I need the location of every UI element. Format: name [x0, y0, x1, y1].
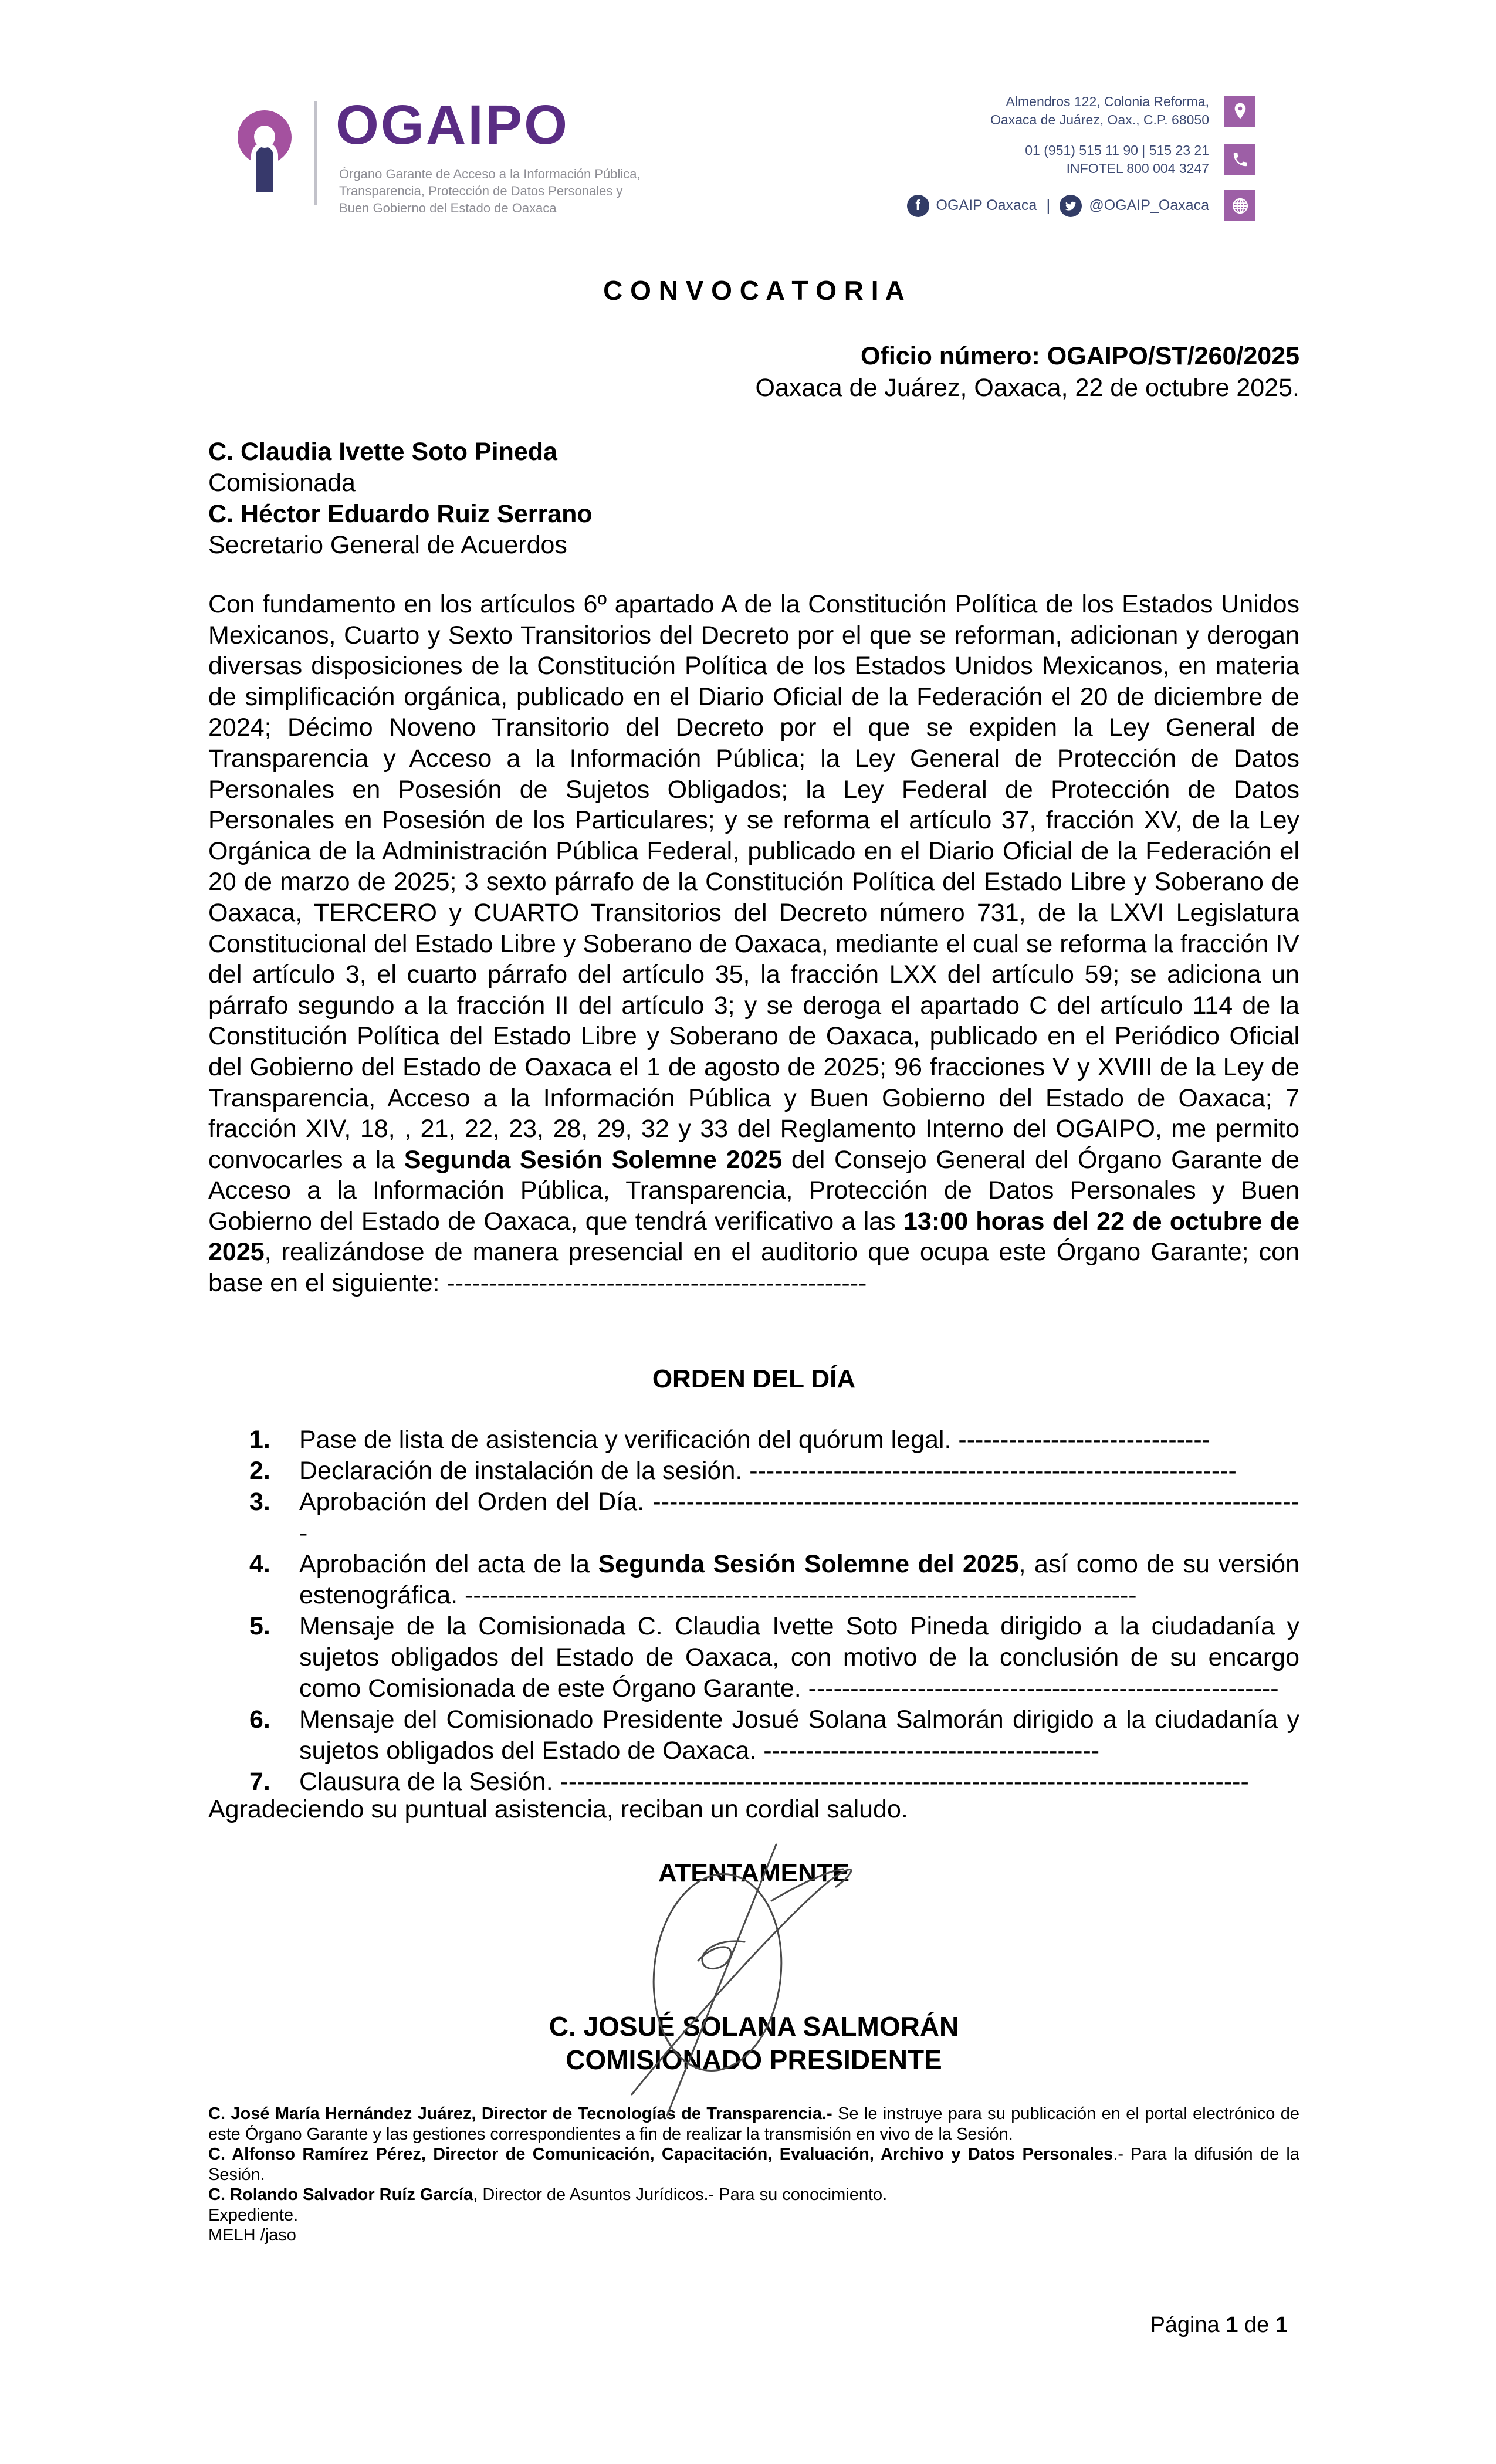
list-item: [249, 1456, 1299, 1487]
list-item: [249, 1487, 1299, 1549]
tagline-line: Órgano Garante de Acceso a la Información Pública,: [339, 167, 641, 181]
cc-note: [208, 2104, 1299, 2144]
item-text: Declaración de instalación de la sesión.: [299, 1457, 750, 1485]
contact-social-row: [907, 190, 1256, 221]
paragraph-text: , realizándose de manera presencial en el auditorio que ocupa este Órgano Garante; con base en el siguiente: --------------------------------------------------: [208, 1238, 1299, 1298]
list-item: [249, 1766, 1299, 1798]
item-text: Pase de lista de asistencia y verificación del quórum legal.: [299, 1426, 959, 1454]
date-line: Oaxaca de Juárez, Oaxaca, 22 de octubre 2025.: [755, 374, 1299, 402]
addressee-name: C. Héctor Eduardo Ruiz Serrano: [208, 500, 593, 528]
addressee-role: Comisionada: [208, 469, 356, 497]
oficio-number: Oficio número: OGAIPO/ST/260/2025: [861, 342, 1299, 370]
address-line-2: Oaxaca de Juárez, Oax., C.P. 68050: [990, 112, 1209, 127]
contact-block: [907, 93, 1256, 221]
item-dashes: , así como de su versión estenográfica. --------------------------------------------------------------------------------: [299, 1550, 1299, 1609]
cc-notes: [208, 2104, 1299, 2246]
list-item: [249, 1424, 1299, 1456]
cc-note: [208, 2185, 1299, 2205]
item-dashes: --------------------------------------------------------: [808, 1674, 1279, 1703]
ogaipo-logo-icon: [238, 104, 326, 198]
item-dashes: ------------------------------------------------------------------------------: [299, 1488, 1299, 1547]
address-line-1: Almendros 122, Colonia Reforma,: [1006, 94, 1209, 109]
paragraph-text: Con fundamento en los artículos 6º apartado A de la Constitución Política de los Estados Unidos Mexicanos, Cuarto y Sexto Transitorios del Decreto por el que se reforman, adicionan y derogan diversas disposiciones de la Constitución Política de los Estados Unidos Mexicanos, en materia de simplificación orgánica, publicado en el Diario Oficial de la Federación el 20 de diciembre de 2024; Décimo Noveno Transitorio del Decreto por el que se expiden la Ley General de Transparencia y Acceso a la Información Pública; la Ley General de Protección de Datos Personales en Posesión de Sujetos Obligados; la Ley Federal de Protección de Datos Personales en Posesión de los Particulares; y se reforma el artículo 37, fracción XV, de la Ley Orgánica de la Administración Pública Federal, publicado en el Diario Oficial de la Federación el 20 de marzo de 2025; 3 sexto párrafo de la Constitución Política del Estado Libre y Soberano de Oaxaca, TERCERO y CUARTO Transitorios del Decreto número 731, de la LXVI Legislatura Constitucional del Estado Libre y Soberano de Oaxaca, mediante el cual se reforma la fracción IV del artículo 3, el cuarto párrafo del artículo 35, la fracción LXX del artículo 59; se adiciona un párrafo segundo a la fracción II del artículo 3; y se deroga el apartado C del artículo 114 de la Constitución Política del Estado Libre y Soberano de Oaxaca, publicado en el Periódico Oficial del Gobierno del Estado de Oaxaca el 1 de agosto de 2025; 96 fracciones V y XVIII de la Ley de Transparencia, Acceso a la Información Pública y Buen Gobierno del Estado de Oaxaca; 7 fracción XIV, 18, , 21, 22, 23, 28, 29, 32 y 33 del Reglamento Interno del OGAIPO, me permito convocarles a la: [208, 590, 1299, 1174]
cc-note: Expediente.: [208, 2205, 299, 2225]
page-title: C O N V O C A T O R I A: [603, 275, 905, 306]
cc-note: [208, 2144, 1299, 2185]
item-number: 6.: [249, 1705, 270, 1734]
item-text: Mensaje de la Comisionada C. Claudia Ivette Soto Pineda dirigido a la ciudadanía y sujetos obligados del Estado de Oaxaca, con motivo de la conclusión de su encargo como Comisionada de este Órgano Garante.: [299, 1612, 1299, 1703]
addressee-name: C. Claudia Ivette Soto Pineda: [208, 438, 557, 466]
item-number: 7.: [249, 1768, 270, 1796]
list-item: [249, 1704, 1299, 1766]
logo-wordmark: OGAIPO: [336, 94, 570, 156]
cc-note-name: C. Alfonso Ramírez Pérez, Director de Comunicación, Capacitación, Evaluación, Archivo y Datos Personales: [208, 2145, 1113, 2164]
phone-icon: [1224, 144, 1255, 175]
addressee-block: [208, 436, 593, 561]
location-pin-icon: [1224, 96, 1255, 127]
item-text: Mensaje del Comisionado Presidente Josué Solana Salmorán dirigido a la ciudadanía y sujetos obligados del Estado de Oaxaca.: [299, 1705, 1299, 1765]
logo-tagline: [339, 165, 641, 216]
twitter-icon: [1060, 195, 1082, 217]
closing-line: Agradeciendo su puntual asistencia, reciban un cordial saludo.: [208, 1795, 908, 1823]
paragraph-text: del Consejo General del Órgano Garante de Acceso a la Información Pública, Transparencia, Protección de Datos Personales y Buen Gobierno del Estado de Oaxaca, que tendrá verificativo a las: [208, 1145, 1299, 1236]
item-number: 4.: [249, 1550, 270, 1578]
item-number: 3.: [249, 1488, 270, 1516]
page-number-total: 1: [1275, 2313, 1288, 2337]
cc-note-text: Se le instruye para su publicación en el portal electrónico de este Órgano Garante y las gestiones correspondientes a fin de realizar la transmisión en vivo de la Sesión.: [208, 2104, 1300, 2144]
logo-hole-shape: [254, 126, 275, 148]
item-dashes: ----------------------------------------------------------: [749, 1457, 1237, 1485]
page-number-current: 1: [1226, 2313, 1238, 2337]
contact-phone-row: [1025, 141, 1255, 178]
logo-divider: [314, 101, 317, 205]
signer-name: C. JOSUÉ SOLANA SALMORÁN: [549, 2011, 959, 2042]
tagline-line: Buen Gobierno del Estado de Oaxaca: [339, 201, 557, 215]
item-bold: Segunda Sesión Solemne del 2025: [598, 1550, 1019, 1578]
list-item: [249, 1611, 1299, 1704]
paragraph-bold-time: 13:00 horas del 22 de octubre de 2025: [208, 1207, 1299, 1267]
orden-del-dia-heading: ORDEN DEL DÍA: [652, 1365, 856, 1393]
phone-line-1: 01 (951) 515 11 90 | 515 23 21: [1025, 143, 1209, 158]
item-text: Clausura de la Sesión.: [299, 1768, 560, 1796]
twitter-handle: @OGAIP_Oaxaca: [1089, 197, 1209, 214]
page-number-label: Página: [1150, 2313, 1226, 2337]
item-text: Aprobación del Orden del Día.: [299, 1488, 653, 1516]
paragraph-bold-session: Segunda Sesión Solemne 2025: [404, 1145, 783, 1174]
atentamente-heading: ATENTAMENTE: [658, 1859, 849, 1887]
phone-line-2: INFOTEL 800 004 3247: [1066, 161, 1209, 176]
item-number: 1.: [249, 1426, 270, 1454]
globe-icon: [1224, 190, 1255, 221]
signer-block: [208, 2010, 1299, 2077]
orden-del-dia-list: [249, 1424, 1299, 1798]
body-paragraph: [208, 589, 1299, 1299]
page-number-of: de: [1238, 2313, 1275, 2337]
cc-note: MELH /jaso: [208, 2226, 296, 2245]
contact-address-row: [990, 93, 1255, 129]
facebook-icon: f: [907, 195, 929, 217]
item-dashes: ----------------------------------------: [763, 1737, 1100, 1765]
page-number: [208, 2313, 1288, 2338]
signer-role: COMISIONADO PRESIDENTE: [566, 2045, 942, 2075]
cc-note-text: , Director de Asuntos Jurídicos.- Para su conocimiento.: [473, 2185, 888, 2204]
logo-stem-shape: [256, 147, 273, 192]
item-number: 2.: [249, 1457, 270, 1485]
item-dashes: ----------------------------------------------------------------------------------: [560, 1768, 1249, 1796]
cc-note-text: .- Para la difusión de la Sesión.: [208, 2145, 1299, 2184]
list-item: [249, 1549, 1299, 1611]
item-dashes: ------------------------------: [958, 1426, 1210, 1454]
cc-note-name: C. José María Hernández Juárez, Director de Tecnologías de Transparencia.-: [208, 2104, 832, 2123]
addressee-role: Secretario General de Acuerdos: [208, 531, 567, 559]
facebook-handle: OGAIP Oaxaca: [936, 197, 1037, 214]
tagline-line: Transparencia, Protección de Datos Personales y: [339, 184, 623, 198]
social-separator: |: [1046, 197, 1051, 214]
item-number: 5.: [249, 1612, 270, 1640]
item-text: Aprobación del acta de la: [299, 1550, 598, 1578]
cc-note-name: C. Rolando Salvador Ruíz García: [208, 2185, 473, 2204]
